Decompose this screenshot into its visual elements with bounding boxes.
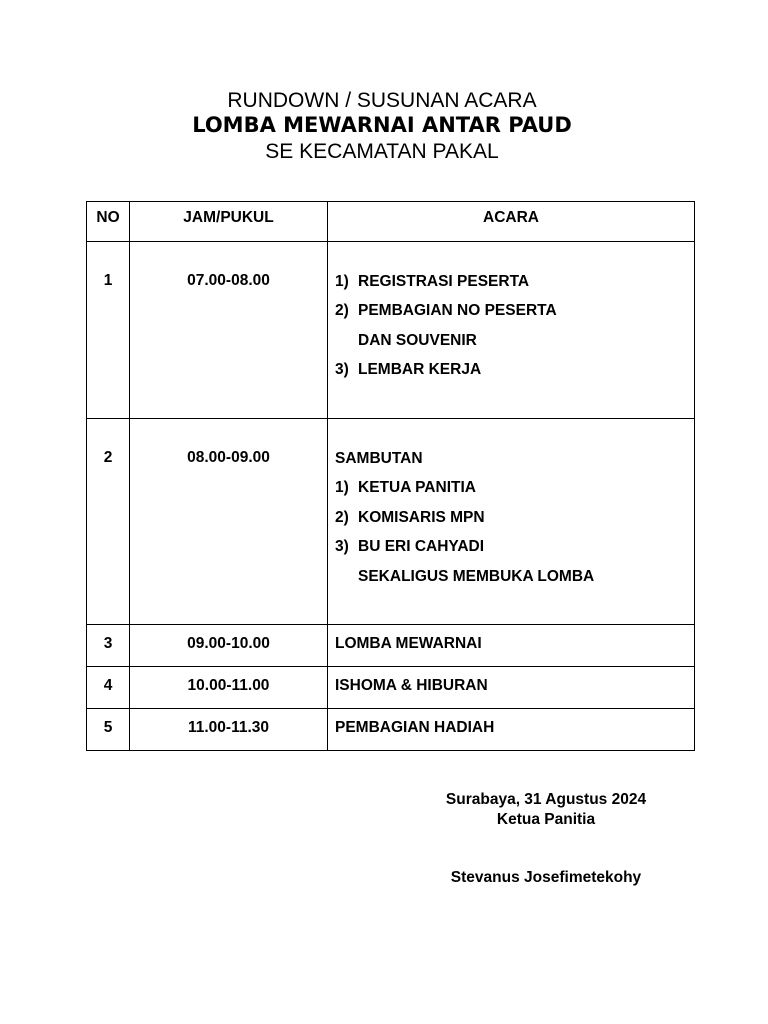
table-row (87, 667, 695, 709)
row-time-cell: 08.00-09.00 (130, 419, 328, 625)
title-line-3: SE KECAMATAN PAKAL (265, 140, 499, 163)
signature-name: Stevanus Josefimetekohy (450, 869, 642, 886)
row-acara-cell (328, 419, 695, 625)
signature-place-date: Surabaya, 31 Agustus 2024 (445, 791, 647, 808)
column-header-no: NO (87, 202, 130, 242)
row-time-cell: 09.00-10.00 (130, 625, 328, 667)
row-no-cell: 5 (87, 709, 130, 751)
signature-role: Ketua Panitia (496, 811, 596, 828)
list-item-continuation: DAN SOUVENIR (358, 331, 477, 349)
row-time-cell: 07.00-08.00 (130, 242, 328, 419)
column-header-time: JAM/PUKUL (130, 202, 328, 242)
list-item: 3) BU ERI CAHYADI (335, 538, 485, 556)
row-time-cell: 10.00-11.00 (130, 667, 328, 709)
row-acara-cell: PEMBAGIAN HADIAH (328, 709, 695, 751)
row-time-cell: 11.00-11.30 (130, 709, 328, 751)
table-row (87, 709, 695, 751)
table-row (87, 419, 695, 625)
column-header-acara: ACARA (328, 202, 695, 242)
table-row (87, 242, 695, 419)
row-no-cell: 1 (87, 242, 130, 419)
list-item: 1) REGISTRASI PESERTA (335, 273, 530, 290)
table-row (87, 625, 695, 667)
document-title-block (0, 88, 768, 165)
table-header-row (87, 202, 695, 242)
row-acara-cell (328, 242, 695, 419)
row-no-cell: 3 (87, 625, 130, 667)
row-no-cell: 4 (87, 667, 130, 709)
list-item-continuation: SEKALIGUS MEMBUKA LOMBA (358, 567, 595, 585)
list-item: 3) LEMBAR KERJA (335, 361, 482, 379)
list-item: 2) KOMISARIS MPN (335, 508, 485, 526)
list-heading: SAMBUTAN (335, 450, 423, 467)
list-item: 1) KETUA PANITIA (335, 479, 476, 497)
list-item: 2) PEMBAGIAN NO PESERTA (335, 302, 557, 320)
rundown-table (86, 201, 695, 751)
row-acara-cell: ISHOMA & HIBURAN (328, 667, 695, 709)
title-line-1: RUNDOWN / SUSUNAN ACARA (227, 89, 537, 112)
title-line-2: LOMBA MEWARNAI ANTAR PAUD (192, 113, 572, 137)
row-acara-cell: LOMBA MEWARNAI (328, 625, 695, 667)
row-no-cell: 2 (87, 419, 130, 625)
